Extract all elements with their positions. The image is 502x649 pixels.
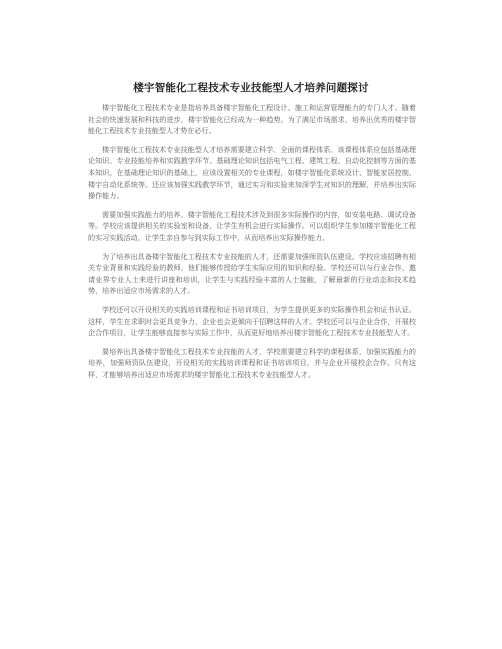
- paragraph-2: 楼宇智能化工程技术专业技能型人才培养需要建立科学、全面的课程体系。该课程体系应包括基础理论知识、专业技能培养和实践教学环节。基础理论知识包括电气工程、建筑工程、自动化控制等方面的基本知识。在基础理论知识的基础上，应该设置相关的专业课程，如楼宇智能化系统设计、智能家居控制、楼宇自动化系统等。还应该加强实践教学环节，通过实习和实验来加深学生对知识的理解，并培养出实际操作能力。: [88, 144, 416, 201]
- document-body: [88, 102, 416, 387]
- paragraph-6: 要培养出具备楼宇智能化工程技术专业技能的人才，学校需要建立科学的课程体系，加强实践能力的培养，加强师资队伍建设，开设相关的实践培训课程和证书培训项目，并与企业开展校企合作。只有这样，才能够培养出适应市场需求的楼宇智能化工程技术专业技能型人才。: [88, 346, 416, 379]
- paragraph-5: 学校还可以开设相关的实践培训课程和证书培训项目，为学生提供更多的实际操作机会和证书认证。这样，学生在求职时会更具竞争力，企业也会更倾向于招聘这样的人才。学校还可以与企业合作，开展校企合作项目，让学生能够直接参与实际工作中，从而更好地培养出楼宇智能化工程技术专业技能型人才。: [88, 304, 416, 338]
- paragraph-4: 为了培养出具备楼宇智能化工程技术专业技能的人才，还需要加强师资队伍建设。学校应该招聘有相关专业背景和实践经验的教师，他们能够传授给学生实际应用的知识和经验。学校还可以与行业合作，邀请业界专业人士来进行讲座和培训，让学生与实践经验丰富的人士接触，了解最新的行业动态和技术趋势，培养出适应市场需求的人才。: [88, 251, 416, 296]
- paragraph-1: 楼宇智能化工程技术专业是指培养具备楼宇智能化工程设计、施工和运营管理能力的专门人才。随着社会的快速发展和科技的进步，楼宇智能化已经成为一种趋势。为了满足市场需求，培养出优秀的楼宇智能化工程技术专业技能型人才势在必行。: [88, 103, 416, 136]
- document-title: 楼宇智能化工程技术专业技能型人才培养问题探讨: [133, 82, 369, 94]
- paragraph-3: 需要加强实践能力的培养。楼宇智能化工程技术涉及到很多实际操作的内容，如安装电路、调试设备等。学校应该提供相关的实验室和设备，让学生有机会进行实际操作。可以组织学生参加楼宇智能化工程的实习实践活动，让学生亲自参与到实际工作中，从而培养出实际操作能力。: [88, 209, 416, 242]
